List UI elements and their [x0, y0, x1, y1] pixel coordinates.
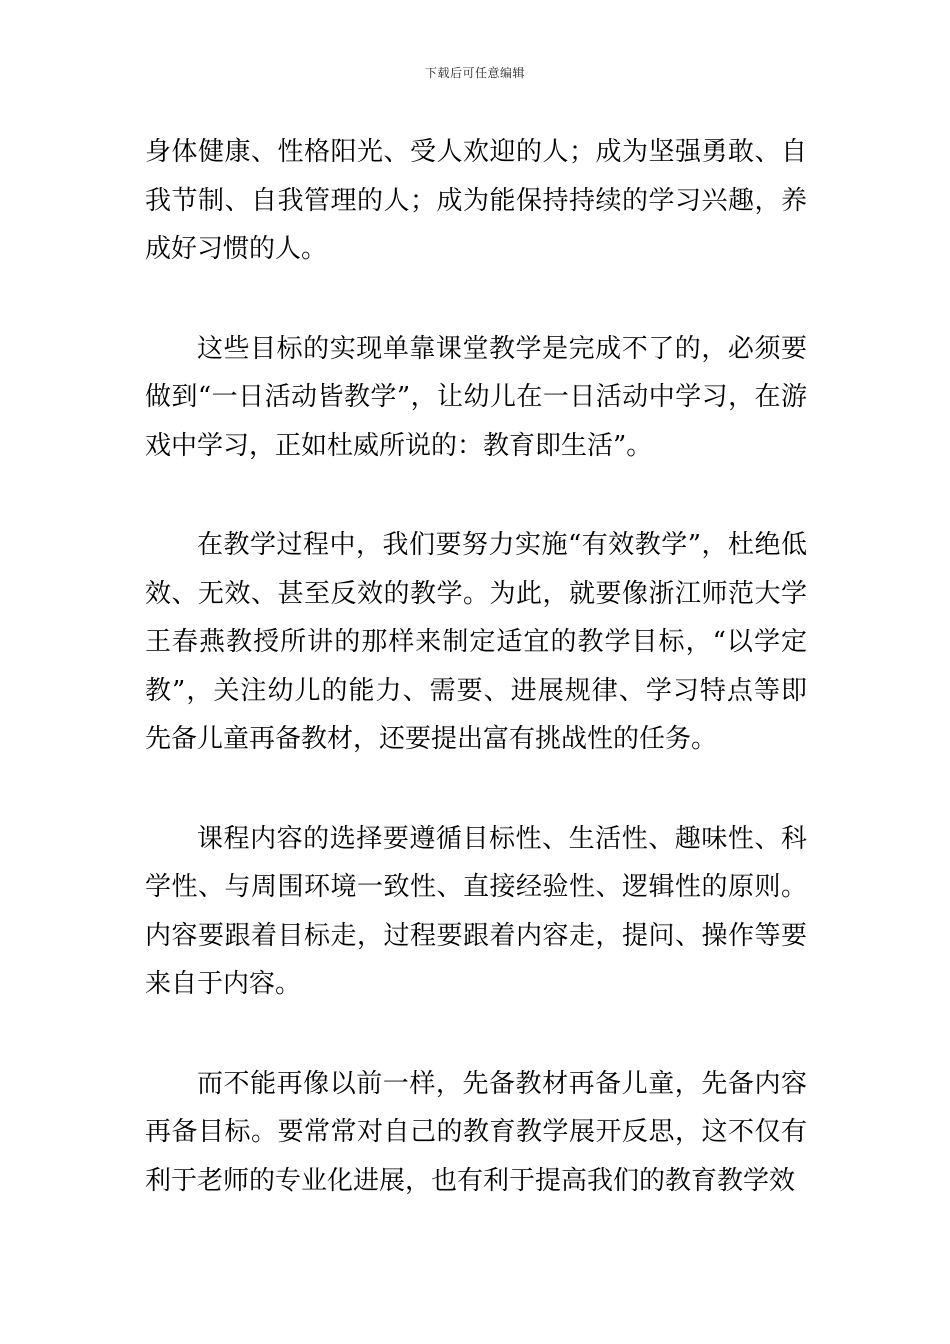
page-header: 下载后可任意编辑	[424, 66, 525, 80]
paragraph-2: 这些目标的实现单靠课堂教学是完成不了的，必须要做到“一日活动皆教学”，让幼儿在一日活动中学习，在游戏中学习，正如杜威所说的：教育即生活”。	[145, 333, 807, 461]
paragraph-1: 身体健康、性格阳光、受人欢迎的人；成为坚强勇敢、自我节制、自我管理的人；成为能保持持续的学习兴趣，养成好习惯的人。	[145, 137, 807, 264]
paragraph-5: 而不能再像以前一样，先备教材再备儿童，先备内容再备目标。要常常对自己的教育教学展开反思，这不仅有利于老师的专业化进展，也有利于提高我们的教育教学效	[145, 1068, 807, 1196]
document-body	[145, 128, 807, 1205]
paragraph-3: 在教学过程中，我们要努力实施“有效教学”，杜绝低效、无效、甚至反效的教学。为此，就要像浙江师范大学王春燕教授所讲的那样来制定适宜的教学目标，“以学定教”，关注幼儿的能力、需要、进展规律、学习特点等即先备儿童再备教材，还要提出富有挑战性的任务。	[145, 530, 807, 754]
paragraph-4: 课程内容的选择要遵循目标性、生活性、趣味性、科学性、与周围环境一致性、直接经验性、逻辑性的原则。内容要跟着目标走，过程要跟着内容走，提问、操作等要来自于内容。	[145, 823, 807, 999]
